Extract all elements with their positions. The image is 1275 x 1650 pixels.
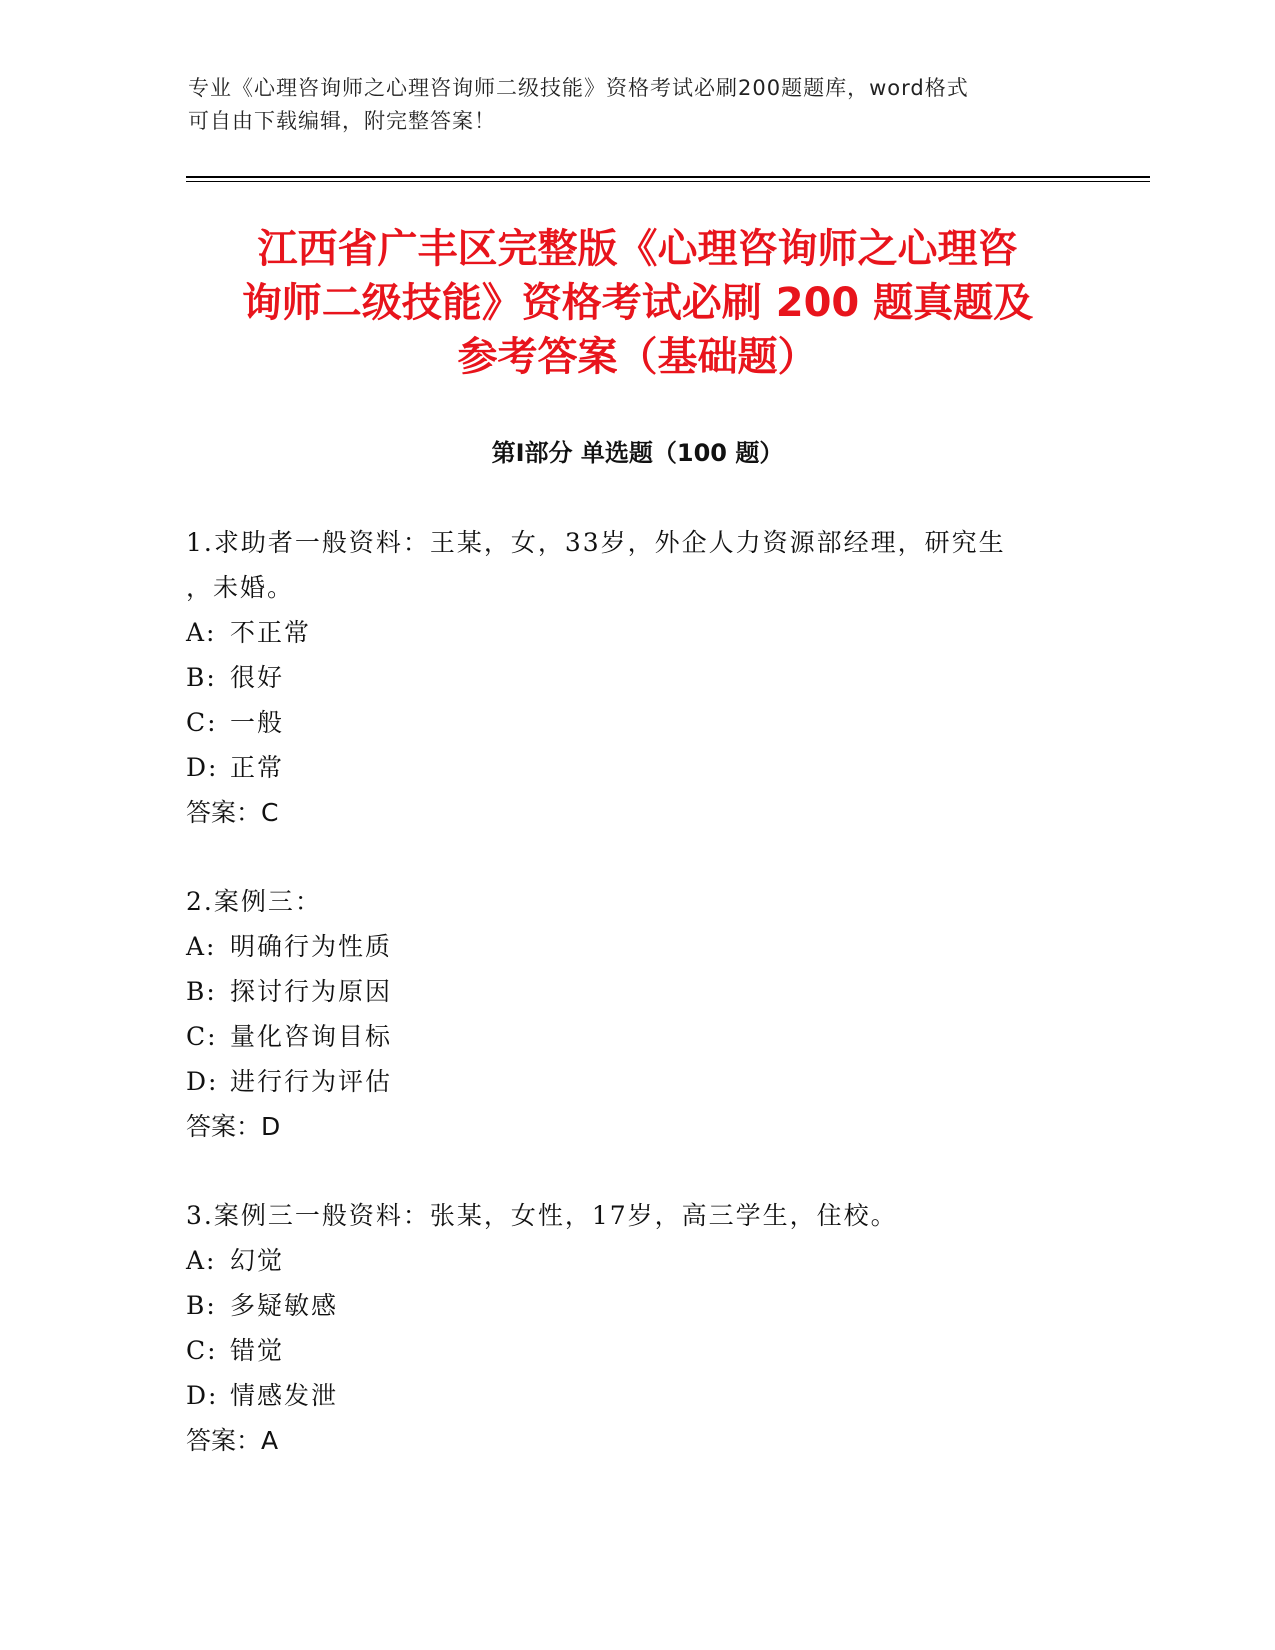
- question-stem: 1.求助者一般资料：王某，女，33岁，外企人力资源部经理，研究生: [186, 528, 1006, 557]
- question-2: [186, 879, 1086, 1149]
- question-3: [186, 1193, 1086, 1463]
- option-key: C:: [186, 1022, 218, 1051]
- document-title-line-2: 询师二级技能》资格考试必刷 200 题真题及: [241, 280, 1034, 326]
- option-text: 多疑敏感: [230, 1291, 339, 1320]
- section-title: 第Ⅰ部分 单选题（100 题）: [491, 439, 784, 467]
- option-text: 探讨行为原因: [230, 977, 393, 1006]
- option-key: B:: [186, 977, 217, 1006]
- option-c: [186, 700, 1086, 745]
- option-key: B:: [186, 663, 217, 692]
- option-text: 错觉: [230, 1336, 285, 1365]
- answer: 答案：D: [186, 1112, 281, 1141]
- header-note-line-2: 可自由下载编辑，附完整答案！: [188, 109, 496, 133]
- option-text: 一般: [230, 708, 285, 737]
- option-key: D:: [186, 753, 219, 782]
- option-text: 量化咨询目标: [230, 1022, 393, 1051]
- option-a: [186, 610, 1086, 655]
- option-b: [186, 655, 1086, 700]
- document-title: [150, 222, 1125, 384]
- option-a: [186, 924, 1086, 969]
- question-stem-continued: ，未婚。: [186, 573, 295, 602]
- answer: 答案：A: [186, 1426, 279, 1455]
- question-stem: 2.案例三：: [186, 887, 322, 916]
- document-title-line-1: 江西省广丰区完整版《心理咨询师之心理咨: [257, 226, 1018, 272]
- question-stem: 3.案例三一般资料：张某，女性，17岁，高三学生，住校。: [186, 1201, 898, 1230]
- option-text: 进行行为评估: [230, 1067, 393, 1096]
- option-key: B:: [186, 1291, 217, 1320]
- answer: 答案：C: [186, 798, 279, 827]
- option-key: D:: [186, 1381, 219, 1410]
- option-c: [186, 1014, 1086, 1059]
- option-d: [186, 745, 1086, 790]
- option-text: 正常: [230, 753, 285, 782]
- option-a: [186, 1238, 1086, 1283]
- document-title-line-3: 参考答案（基础题）: [457, 334, 818, 380]
- question-1: [186, 520, 1086, 835]
- header-note-line-1: 专业《心理咨询师之心理咨询师二级技能》资格考试必刷200题题库，word格式: [188, 76, 969, 100]
- option-key: C:: [186, 1336, 218, 1365]
- option-key: A:: [186, 1246, 217, 1275]
- option-d: [186, 1373, 1086, 1418]
- option-text: 幻觉: [230, 1246, 285, 1275]
- question-list: [186, 520, 1086, 1507]
- option-text: 明确行为性质: [230, 932, 393, 961]
- option-key: A:: [186, 618, 217, 647]
- option-key: D:: [186, 1067, 219, 1096]
- option-text: 情感发泄: [230, 1381, 339, 1410]
- option-key: A:: [186, 932, 217, 961]
- option-c: [186, 1328, 1086, 1373]
- header-note: [188, 72, 1068, 138]
- header-rule-thin: [186, 181, 1150, 182]
- option-b: [186, 969, 1086, 1014]
- option-text: 很好: [230, 663, 285, 692]
- option-key: C:: [186, 708, 218, 737]
- option-b: [186, 1283, 1086, 1328]
- option-d: [186, 1059, 1086, 1104]
- header-rule-thick: [186, 176, 1150, 178]
- option-text: 不正常: [230, 618, 312, 647]
